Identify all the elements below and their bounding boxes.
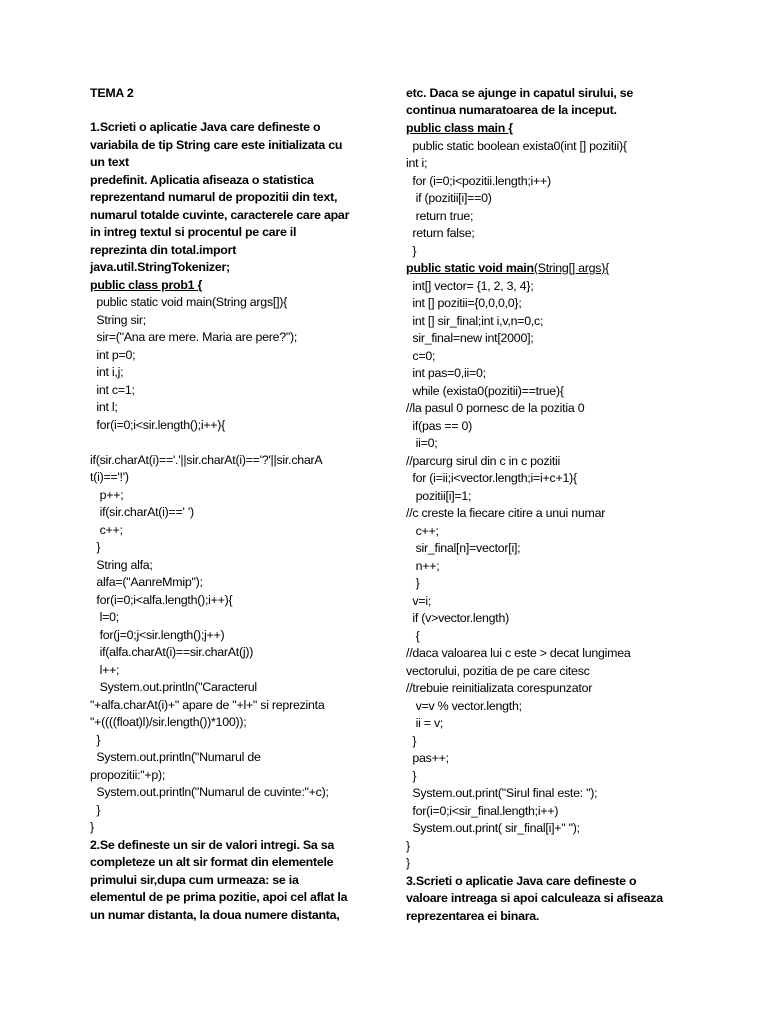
text-line: //la pasul 0 pornesc de la pozitia 0 (406, 401, 585, 415)
text-line: pas++; (406, 751, 449, 765)
text-line: if(sir.charAt(i)=='.'||sir.charAt(i)=='?'||sir.charA (90, 453, 323, 467)
text-line: } (90, 803, 101, 817)
text-line: //daca valoarea lui c este > decat lungimea (406, 646, 631, 660)
text-line: public class main { (406, 121, 513, 135)
text-line: reprezentand numarul de propozitii din text, (90, 190, 338, 204)
text-line: //parcurg sirul din c in c pozitii (406, 454, 561, 468)
text-line: un text (90, 155, 129, 169)
text-line: reprezentarea ei binara. (406, 909, 540, 923)
text-line: int[] vector= {1, 2, 3, 4}; (406, 279, 534, 293)
text-line: String sir; (90, 313, 146, 327)
text-line: c++; (406, 524, 439, 538)
text-line: sir=("Ana are mere. Maria are pere?"); (90, 330, 298, 344)
text-line: c++; (90, 523, 123, 537)
text-line: 3.Scrieti o aplicatie Java care defineste o (406, 874, 637, 888)
text-line: for(i=0;i<sir_final.length;i++) (406, 804, 559, 818)
text-line: public class prob1 { (90, 278, 203, 292)
text-line: if (pozitii[i]==0) (406, 191, 492, 205)
text-line: if(sir.charAt(i)==' ') (90, 505, 194, 519)
text-line: } (406, 839, 410, 853)
text-line: if(pas == 0) (406, 419, 473, 433)
text-line: 1.Scrieti o aplicatie Java care defineste o (90, 120, 321, 134)
text-line: int i,j; (90, 365, 124, 379)
text-line: } (406, 856, 410, 870)
text-line: return false; (406, 226, 475, 240)
text-line: int p=0; (90, 348, 136, 362)
text-line: System.out.print( sir_final[i]+" "); (406, 821, 580, 835)
text-line: completeze un alt sir format din elementele (90, 855, 334, 869)
text-line: in intreg textul si procentul pe care il (90, 225, 297, 239)
text-line: "+alfa.charAt(i)+" apare de "+l+" si reprezinta (90, 698, 325, 712)
text-line: String alfa; (90, 558, 153, 572)
text-line: } (406, 769, 417, 783)
text-line: continua numaratoarea de la inceput. (406, 103, 617, 117)
text-line: sir_final[n]=vector[i]; (406, 541, 521, 555)
text-line: return true; (406, 209, 474, 223)
text-line: p++; (90, 488, 124, 502)
text-line: predefinit. Aplicatia afiseaza o statistica (90, 173, 314, 187)
text-line: } (406, 734, 417, 748)
text-line: for(i=0;i<alfa.length();i++){ (90, 593, 233, 607)
text-line: int [] sir_final;int i,v,n=0,c; (406, 314, 544, 328)
text-line: System.out.print("Sirul final este: "); (406, 786, 598, 800)
text-line: 2.Se defineste un sir de valori intregi. Sa sa (90, 838, 334, 852)
text-line: elementul de pe prima pozitie, apoi cel aflat la (90, 890, 348, 904)
text-line: System.out.println("Numarul de (90, 750, 261, 764)
text-line: for(i=0;i<sir.length();i++){ (90, 418, 226, 432)
text-line: System.out.println("Caracterul (90, 680, 257, 694)
text-line: c=0; (406, 349, 436, 363)
text-line: variabila de tip String care este initializata cu (90, 138, 343, 152)
text-line: for (i=ii;i<vector.length;i=i+c+1){ (406, 471, 577, 485)
text-line: } (90, 540, 101, 554)
text-line: } (406, 244, 417, 258)
text-line: un numar distanta, la doua numere distanta, (90, 908, 340, 922)
text-line: java.util.StringTokenizer; (90, 260, 230, 274)
text-line: n++; (406, 559, 440, 573)
text-line: v=v % vector.length; (406, 699, 522, 713)
text-line: } (90, 820, 94, 834)
text-line: TEMA 2 (90, 86, 134, 100)
text-line: "+((((float)l)/sir.length())*100)); (90, 715, 247, 729)
text-line: primului sir,dupa cum urmeaza: se ia (90, 873, 299, 887)
text-line: int pas=0,ii=0; (406, 366, 486, 380)
text-line: ii=0; (406, 436, 438, 450)
text-line: vectorului, pozitia de pe care citesc (406, 664, 590, 678)
text-line: v=i; (406, 594, 432, 608)
text-line: int c=1; (90, 383, 135, 397)
text-line: System.out.println("Numarul de cuvinte:"+c); (90, 785, 329, 799)
text-line: ii = v; (406, 716, 444, 730)
text-line: if(alfa.charAt(i)==sir.charAt(j)) (90, 645, 254, 659)
text-line: l=0; (90, 610, 119, 624)
text-line: int l; (90, 400, 118, 414)
text-line: { (406, 629, 420, 643)
text-line: for(j=0;j<sir.length();j++) (90, 628, 225, 642)
text-line: if (v>vector.length) (406, 611, 509, 625)
text-line: //c creste la fiecare citire a unui numar (406, 506, 606, 520)
text-line: public static void main(String args[]){ (90, 295, 288, 309)
text-line: propozitii:"+p); (90, 768, 166, 782)
text-line: numarul totalde cuvinte, caracterele care apar (90, 208, 350, 222)
text-line: sir_final=new int[2000]; (406, 331, 534, 345)
text-line: } (90, 733, 101, 747)
text-line: } (406, 576, 420, 590)
text-line: l++; (90, 663, 120, 677)
text-line-tail: (String[] args){ (533, 261, 610, 275)
text-line: int [] pozitii={0,0,0,0}; (406, 296, 522, 310)
text-line: for (i=0;i<pozitii.length;i++) (406, 174, 551, 188)
text-line: int i; (406, 156, 428, 170)
text-line: alfa=("AanreMmip"); (90, 575, 203, 589)
text-line: public static boolean exista0(int [] pozitii){ (406, 139, 627, 153)
text-line: while (exista0(pozitii)==true){ (406, 384, 564, 398)
text-line: pozitii[i]=1; (406, 489, 472, 503)
text-line: etc. Daca se ajunge in capatul sirului, se (406, 86, 634, 100)
text-line: reprezinta din total.import (90, 243, 237, 257)
text-line: t(i)=='!') (90, 470, 129, 484)
text-line: public static void main(String[] args){ (406, 261, 610, 275)
text-line: valoare intreaga si apoi calculeaza si afiseaza (406, 891, 663, 905)
text-line: //trebuie reinitializata corespunzator (406, 681, 593, 695)
